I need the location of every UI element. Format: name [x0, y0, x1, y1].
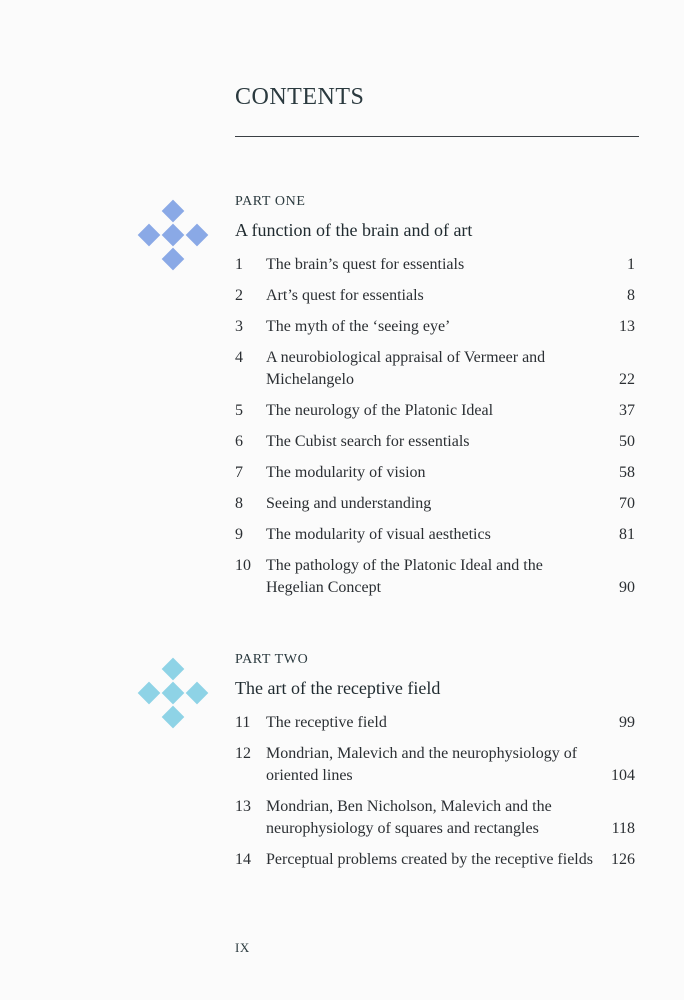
diamond-center [162, 224, 185, 247]
chapter-page: 37 [619, 402, 635, 419]
chapter-title: The modularity of visual aesthetics [266, 526, 491, 543]
chapter-entry[interactable] [235, 493, 635, 515]
diamond-right [186, 224, 209, 247]
diamond-bottom [162, 248, 185, 271]
chapter-entry[interactable] [235, 462, 635, 484]
part-one [235, 194, 635, 608]
chapter-entry[interactable] [235, 849, 635, 871]
chapter-number: 14 [235, 851, 251, 868]
diamond-cluster-icon [134, 654, 214, 734]
chapter-number: 2 [235, 287, 243, 304]
diamond-top [162, 200, 185, 223]
chapter-title: The modularity of vision [266, 464, 426, 481]
chapter-entry[interactable] [235, 555, 635, 599]
chapter-page: 58 [619, 464, 635, 481]
chapter-list [235, 254, 635, 599]
diamond-right [186, 682, 209, 705]
part-heading: A function of the brain and of art [235, 220, 473, 240]
title-divider [235, 136, 639, 137]
chapter-page: 90 [619, 579, 635, 596]
chapter-number: 12 [235, 745, 251, 762]
chapter-entry[interactable] [235, 316, 635, 338]
chapter-number: 1 [235, 256, 243, 273]
chapter-entry[interactable] [235, 431, 635, 453]
chapter-number: 6 [235, 433, 243, 450]
chapter-entry[interactable] [235, 254, 635, 276]
chapter-title: Mondrian, Ben Nicholson, Malevich and the neurophysiology of squares and rectangles [266, 798, 552, 837]
chapter-page: 70 [619, 495, 635, 512]
chapter-entry[interactable] [235, 796, 635, 840]
chapter-list [235, 712, 635, 871]
chapter-number: 8 [235, 495, 243, 512]
chapter-page: 118 [611, 820, 635, 837]
diamond-center [162, 682, 185, 705]
chapter-number: 5 [235, 402, 243, 419]
chapter-entry[interactable] [235, 347, 635, 391]
part-two [235, 652, 635, 880]
chapter-page: 50 [619, 433, 635, 450]
chapter-number: 9 [235, 526, 243, 543]
chapter-page: 99 [619, 714, 635, 731]
chapter-title: The pathology of the Platonic Ideal and the Hegelian Concept [266, 557, 543, 596]
chapter-page: 8 [627, 287, 635, 304]
chapter-number: 11 [235, 714, 251, 731]
chapter-entry[interactable] [235, 712, 635, 734]
chapter-page: 126 [611, 851, 635, 868]
chapter-title: Art’s quest for essentials [266, 287, 424, 304]
chapter-entry[interactable] [235, 743, 635, 787]
chapter-title: Seeing and understanding [266, 495, 432, 512]
chapter-title: The brain’s quest for essentials [266, 256, 465, 273]
page-title: CONTENTS [235, 84, 365, 110]
chapter-number: 7 [235, 464, 243, 481]
chapter-page: 22 [619, 371, 635, 388]
page-number: IX [235, 940, 250, 955]
part-label: PART TWO [235, 652, 309, 667]
chapter-entry[interactable] [235, 400, 635, 422]
chapter-page: 13 [619, 318, 635, 335]
chapter-title: The receptive field [266, 714, 387, 731]
diamond-left [138, 224, 161, 247]
part-heading: The art of the receptive field [235, 678, 441, 698]
chapter-number: 3 [235, 318, 243, 335]
chapter-title: Perceptual problems created by the receptive fields [266, 851, 593, 868]
chapter-title: The Cubist search for essentials [266, 433, 470, 450]
chapter-title: The neurology of the Platonic Ideal [266, 402, 494, 419]
diamond-top [162, 658, 185, 681]
chapter-entry[interactable] [235, 285, 635, 307]
chapter-number: 10 [235, 557, 251, 574]
chapter-title: A neurobiological appraisal of Vermeer and Michelangelo [266, 349, 546, 388]
chapter-page: 104 [611, 767, 635, 784]
chapter-page: 1 [627, 256, 635, 273]
chapter-title: Mondrian, Malevich and the neurophysiology of oriented lines [266, 745, 578, 784]
diamond-left [138, 682, 161, 705]
chapter-number: 13 [235, 798, 251, 815]
diamond-cluster-icon [134, 196, 214, 276]
chapter-entry[interactable] [235, 524, 635, 546]
chapter-title: The myth of the ‘seeing eye’ [266, 318, 451, 335]
part-label: PART ONE [235, 194, 306, 209]
diamond-bottom [162, 706, 185, 729]
chapter-number: 4 [235, 349, 243, 366]
chapter-page: 81 [619, 526, 635, 543]
